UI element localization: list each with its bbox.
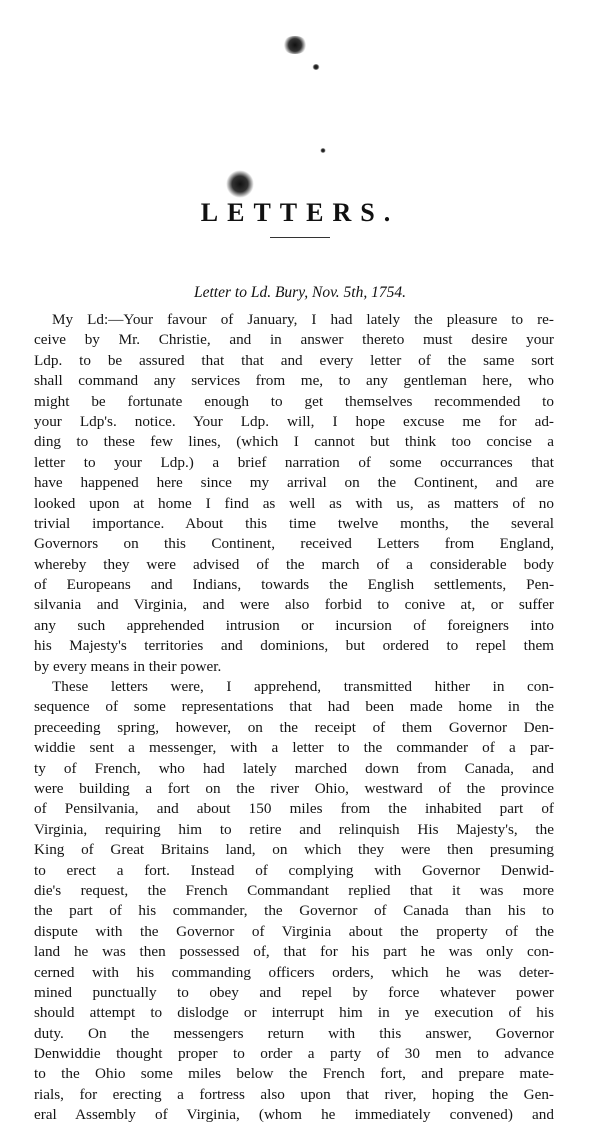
text-line: ty of French, who had lately marched down from Canada, and: [34, 759, 554, 777]
text-line: should attempt to dislodge or interrupt him in ye execution of his: [34, 1004, 554, 1022]
letter-heading: Letter to Ld. Bury, Nov. 5th, 1754.: [194, 284, 406, 301]
text-line: his Majesty's territories and dominions, but ordered to repel them: [34, 637, 554, 655]
ink-smudge-top: [282, 36, 308, 54]
ink-smudge-ornament: [226, 170, 254, 198]
text-line: were building a fort on the river Ohio, westward of the province: [34, 779, 554, 797]
text-line: letter to your Ldp.) a brief narration of some occurrances that: [34, 453, 554, 471]
text-line: ceive by Mr. Christie, and in answer thereto must desire your: [34, 331, 554, 349]
text-line: ding to these few lines, (which I cannot but think too concise a: [34, 433, 554, 451]
text-line: Denwiddie thought proper to order a party of 30 men to advance: [34, 1045, 554, 1063]
text-line: widdie sent a messenger, with a letter to the commander of a par-: [34, 739, 554, 757]
text-line: eral Assembly of Virginia, (whom he immediately convened) and: [34, 1106, 554, 1124]
text-line: preceeding spring, however, on the receipt of them Governor Den-: [34, 718, 554, 736]
text-line: My Ld:—Your favour of January, I had lately the pleasure to re-: [52, 311, 554, 328]
text-line: your Ldp's. notice. Your Ldp. will, I hope excuse me for ad-: [34, 412, 554, 430]
paragraph-2: [34, 677, 554, 1125]
text-line: die's request, the French Commandant replied that it was more: [34, 881, 554, 899]
ink-smudge-small: [312, 64, 320, 70]
text-line: dispute with the Governor of Virginia about the property of the: [34, 922, 554, 940]
paragraph-1: [34, 310, 554, 677]
text-line: trivial importance. About this time twelve months, the several: [34, 514, 554, 532]
text-line: These letters were, I apprehend, transmitted hither in con-: [52, 678, 554, 696]
text-line: by every means in their power.: [34, 657, 222, 675]
page-title: LETTERS.: [200, 198, 400, 227]
text-line: cerned with his commanding officers orders, which he was deter-: [34, 963, 554, 981]
text-line: have happened here since my arrival on the Continent, and are: [34, 474, 554, 492]
text-line: Governors on this Continent, received Letters from England,: [34, 535, 554, 553]
text-line: Ldp. to be assured that that and every letter of the same sort: [34, 351, 554, 369]
text-line: to the Ohio some miles below the French fort, and prepare mate-: [34, 1065, 554, 1083]
text-line: whereby they were advised of the march of a considerable body: [34, 555, 554, 573]
text-line: the part of his commander, the Governor of Canada than his to: [34, 902, 554, 920]
text-line: King of Great Britains land, on which they were then presuming: [34, 841, 554, 859]
text-line: might be fortunate enough to get themselves recommended to: [34, 392, 554, 410]
text-line: rials, for erecting a fortress also upon that river, hoping the Gen-: [34, 1085, 554, 1103]
text-line: to erect a fort. Instead of complying with Governor Denwid-: [34, 861, 554, 879]
text-line: any such apprehended intrusion or incursion of foreigners into: [34, 616, 554, 634]
text-line: looked upon at home I find as well as with us, as matters of no: [34, 494, 554, 512]
text-line: sequence of some representations that had been made home in the: [34, 698, 554, 716]
text-line: mined punctually to obey and repel by force whatever power: [34, 983, 554, 1001]
text-line: of Pensilvania, and about 150 miles from the inhabited part of: [34, 800, 554, 818]
title-divider: [270, 237, 330, 238]
letter-body: [34, 310, 554, 1125]
text-line: silvania and Virginia, and were also forbid to conive at, or suffer: [34, 596, 554, 614]
text-line: duty. On the messengers return with this answer, Governor: [34, 1024, 554, 1042]
text-line: Virginia, requiring him to retire and relinquish His Majesty's, the: [34, 820, 554, 838]
text-line: of Europeans and Indians, towards the English settlements, Pen-: [34, 576, 554, 594]
ink-smudge-dot: [320, 148, 326, 153]
text-line: land he was then possessed of, that for his part he was only con-: [34, 943, 554, 961]
text-line: shall command any services from me, to any gentleman here, who: [34, 372, 554, 390]
